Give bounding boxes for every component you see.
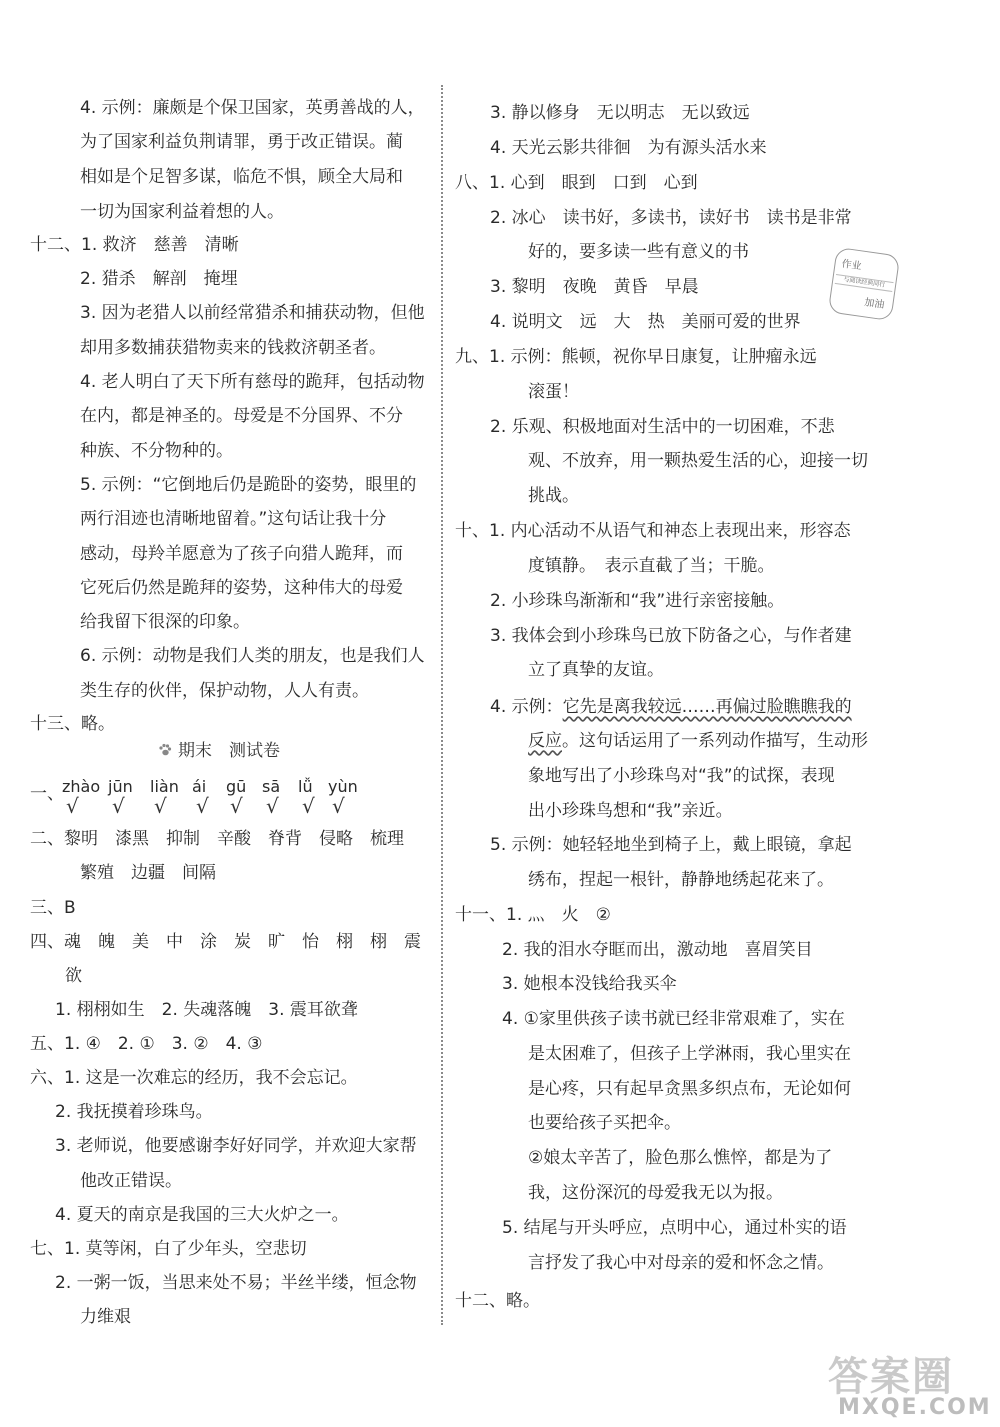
left-answer-line: 给我留下很深的印象。 [80, 612, 250, 632]
section-heading [158, 740, 280, 762]
check-mark-icon: √ [112, 794, 125, 818]
right-answer-line: 是心疼，只有起早贪黑多织点布，无论如何 [528, 1079, 851, 1099]
left-answer-line: 繁殖 边疆 间隔 [80, 863, 216, 883]
pinyin-item: gū [226, 777, 247, 796]
right-answer-line: 观、不放弃，用一颗热爱生活的心，迎接一切 [528, 451, 868, 471]
left-answer-line: 2. 猎杀 解剖 掩埋 [80, 269, 238, 289]
right-answer-line: 5. 示例：她轻轻地坐到椅子上，戴上眼镜，拿起 [490, 835, 852, 855]
left-answer-line: 种族、不分物种的。 [80, 441, 233, 461]
left-answer-line: 十二、1. 救济 慈善 清晰 [30, 235, 239, 255]
item4-line2 [528, 730, 868, 752]
left-answer-line: 相如是个足智多谋，临危不惧，顾全大局和 [80, 167, 403, 187]
item4-rest-2: 。这句话运用了一系列动作描写，生动形 [562, 731, 868, 751]
watermark-logo: 答案圈 [828, 1353, 954, 1400]
left-answer-line: 它死后仍然是跪拜的姿势，这种伟大的母爱 [80, 578, 403, 598]
right-answer-line: ②娘太辛苦了，脸色那么憔悴，都是为了 [528, 1148, 833, 1168]
pinyin-item: zhào [62, 777, 101, 796]
left-answer-line: 感动，母羚羊愿意为了孩子向猎人跪拜，而 [80, 544, 403, 564]
right-answer-line: 也要给孩子买把伞。 [528, 1113, 681, 1133]
column-divider [441, 85, 443, 1325]
right-answer-line: 好的，要多读一些有意义的书 [528, 242, 749, 262]
pinyin-item: yùn [328, 777, 358, 796]
right-answer-line: 九、1. 示例：熊顿，祝你早日康复，让肿瘤永远 [455, 347, 817, 367]
right-answer-line: 5. 结尾与开头呼应，点明中心，通过朴实的语 [502, 1218, 847, 1238]
pinyin-item: jūn [108, 777, 133, 796]
right-answer-line: 2. 小珍珠鸟渐渐和“我”进行亲密接触。 [490, 591, 785, 611]
right-answer-line: 十一、1. 灬 火 ② [455, 905, 611, 925]
watermark [820, 1345, 1000, 1427]
stamp-badge [828, 247, 901, 321]
left-answer-line: 七、1. 莫等闲，白了少年头，空悲切 [30, 1239, 307, 1259]
item4-line4: 出小珍珠鸟想和“我”亲近。 [528, 801, 733, 821]
right-answer-line: 我，这份深沉的母爱我无以为报。 [528, 1183, 783, 1203]
pinyin-item: lǚ [298, 777, 313, 796]
right-answer-line: 2. 冰心 读书好，多读书，读好书 读书是非常 [490, 208, 852, 228]
right-answer-line: 度镇静。 表示直截了当；干脆。 [528, 556, 775, 576]
stamp-bottom: 加油 [863, 297, 885, 311]
check-mark-icon: √ [266, 794, 279, 818]
right-answer-line: 4. 天光云影共徘徊 为有源头活水来 [490, 138, 767, 158]
left-answer-line: 四、魂 魄 美 中 涂 炭 旷 怡 栩 栩 震 [30, 932, 421, 952]
right-answer-line: 言抒发了我心中对母亲的爱和怀念之情。 [528, 1253, 834, 1273]
left-answer-line: 却用多数捕获猎物卖来的钱救济朝圣者。 [80, 338, 386, 358]
left-answer-line: 两行泪迹也清晰地留着。”这句话让我十分 [80, 509, 387, 529]
left-answer-line: 3. 老师说，他要感谢李好好同学，并欢迎大家帮 [55, 1136, 417, 1156]
item4-underlined-1: 它先是离我较远……再偏过脸瞧瞧我的 [562, 697, 852, 717]
pinyin-item: liàn [150, 777, 179, 796]
check-mark-icon: √ [154, 794, 167, 818]
left-answer-line: 类生存的伙伴，保护动物，人人有责。 [80, 681, 369, 701]
right-answer-line: 3. 静以修身 无以明志 无以致远 [490, 103, 750, 123]
left-answer-line: 1. 栩栩如生 2. 失魂落魄 3. 震耳欲聋 [55, 1000, 358, 1020]
right-answer-line: 3. 她根本没钱给我买伞 [502, 974, 677, 994]
left-answer-line: 6. 示例：动物是我们人类的朋友，也是我们人 [80, 646, 425, 666]
left-answer-line: 六、1. 这是一次难忘的经历，我不会忘记。 [30, 1068, 358, 1088]
check-mark-icon: √ [66, 794, 79, 818]
right-answer-line: 八、1. 心到 眼到 口到 心到 [455, 173, 698, 193]
paw-icon [158, 743, 172, 757]
left-answer-line: 一切为国家利益着想的人。 [80, 202, 284, 222]
left-answer-line: 五、1. ④ 2. ① 3. ② 4. ③ [30, 1034, 263, 1054]
check-mark-icon: √ [230, 794, 243, 818]
left-answer-line: 2. 一粥一饭，当思来处不易；半丝半缕，恒念物 [55, 1273, 417, 1293]
right-answer-line: 4. 说明文 远 大 热 美丽可爱的世界 [490, 312, 801, 332]
right-answer-line: 挑战。 [528, 486, 579, 506]
section-title: 期末 测试卷 [178, 741, 280, 761]
stamp-top: 作业 [840, 258, 863, 273]
left-answer-line: 为了国家利益负荆请罪，勇于改正错误。蔺 [80, 132, 403, 152]
item4-line1 [490, 696, 852, 718]
stamp-middle: 与阅读经典同行 [835, 274, 894, 292]
left-answer-line: 5. 示例：“它倒地后仍是跪卧的姿势，眼里的 [80, 475, 417, 495]
check-mark-icon: √ [332, 794, 345, 818]
left-answer-line: 3. 因为老猎人以前经常猎杀和捕获动物，但他 [80, 303, 425, 323]
left-answer-line: 欲 [65, 966, 82, 986]
pinyin-item: ái [192, 777, 207, 796]
item4-prefix: 4. 示例： [490, 697, 563, 717]
right-answer-line: 3. 我体会到小珍珠鸟已放下防备之心，与作者建 [490, 626, 852, 646]
right-answer-line: 4. ①家里供孩子读书就已经非常艰难了，实在 [502, 1009, 845, 1029]
left-answer-line: 二、黎明 漆黑 抑制 辛酸 脊背 侵略 梳理 [30, 829, 404, 849]
item4-underlined-2: 反应 [528, 731, 562, 751]
check-mark-icon: √ [302, 794, 315, 818]
item4-line3: 象地写出了小珍珠鸟对“我”的试探，表现 [528, 766, 835, 786]
right-answer-line: 滚蛋！ [528, 382, 579, 402]
right-answer-line: 绣布，捏起一根针，静静地绣起花来了。 [528, 870, 834, 890]
q1-label: 一、 [30, 784, 64, 804]
right-answer-line: 2. 乐观、积极地面对生活中的一切困难，不悲 [490, 417, 835, 437]
left-answer-line: 2. 我抚摸着珍珠鸟。 [55, 1102, 213, 1122]
left-answer-line: 他改正错误。 [80, 1171, 182, 1191]
left-answer-line: 力维艰 [80, 1307, 131, 1327]
left-answer-line: 4. 老人明白了天下所有慈母的跪拜，包括动物 [80, 372, 425, 392]
right-answer-line: 立了真挚的友谊。 [528, 660, 664, 680]
right-answer-line: 是太困难了，但孩子上学淋雨，我心里实在 [528, 1044, 851, 1064]
right-answer-line: 2. 我的泪水夺眶而出，激动地 喜眉笑目 [502, 940, 813, 960]
left-answer-line: 4. 夏天的南京是我国的三大火炉之一。 [55, 1205, 349, 1225]
right-answer-line: 十二、略。 [455, 1291, 540, 1311]
left-answer-line: 在内，都是神圣的。母爱是不分国界、不分 [80, 406, 403, 426]
watermark-site: MXQE.COM [838, 1395, 992, 1420]
left-answer-line: 三、B [30, 898, 76, 918]
left-answer-line: 4. 示例：廉颇是个保卫国家，英勇善战的人， [80, 98, 425, 118]
check-mark-icon: √ [196, 794, 209, 818]
left-answer-line: 十三、略。 [30, 714, 115, 734]
right-answer-line: 十、1. 内心活动不从语气和神态上表现出来，形容态 [455, 521, 851, 541]
pinyin-item: sā [262, 777, 281, 796]
right-answer-line: 3. 黎明 夜晚 黄昏 早晨 [490, 277, 699, 297]
